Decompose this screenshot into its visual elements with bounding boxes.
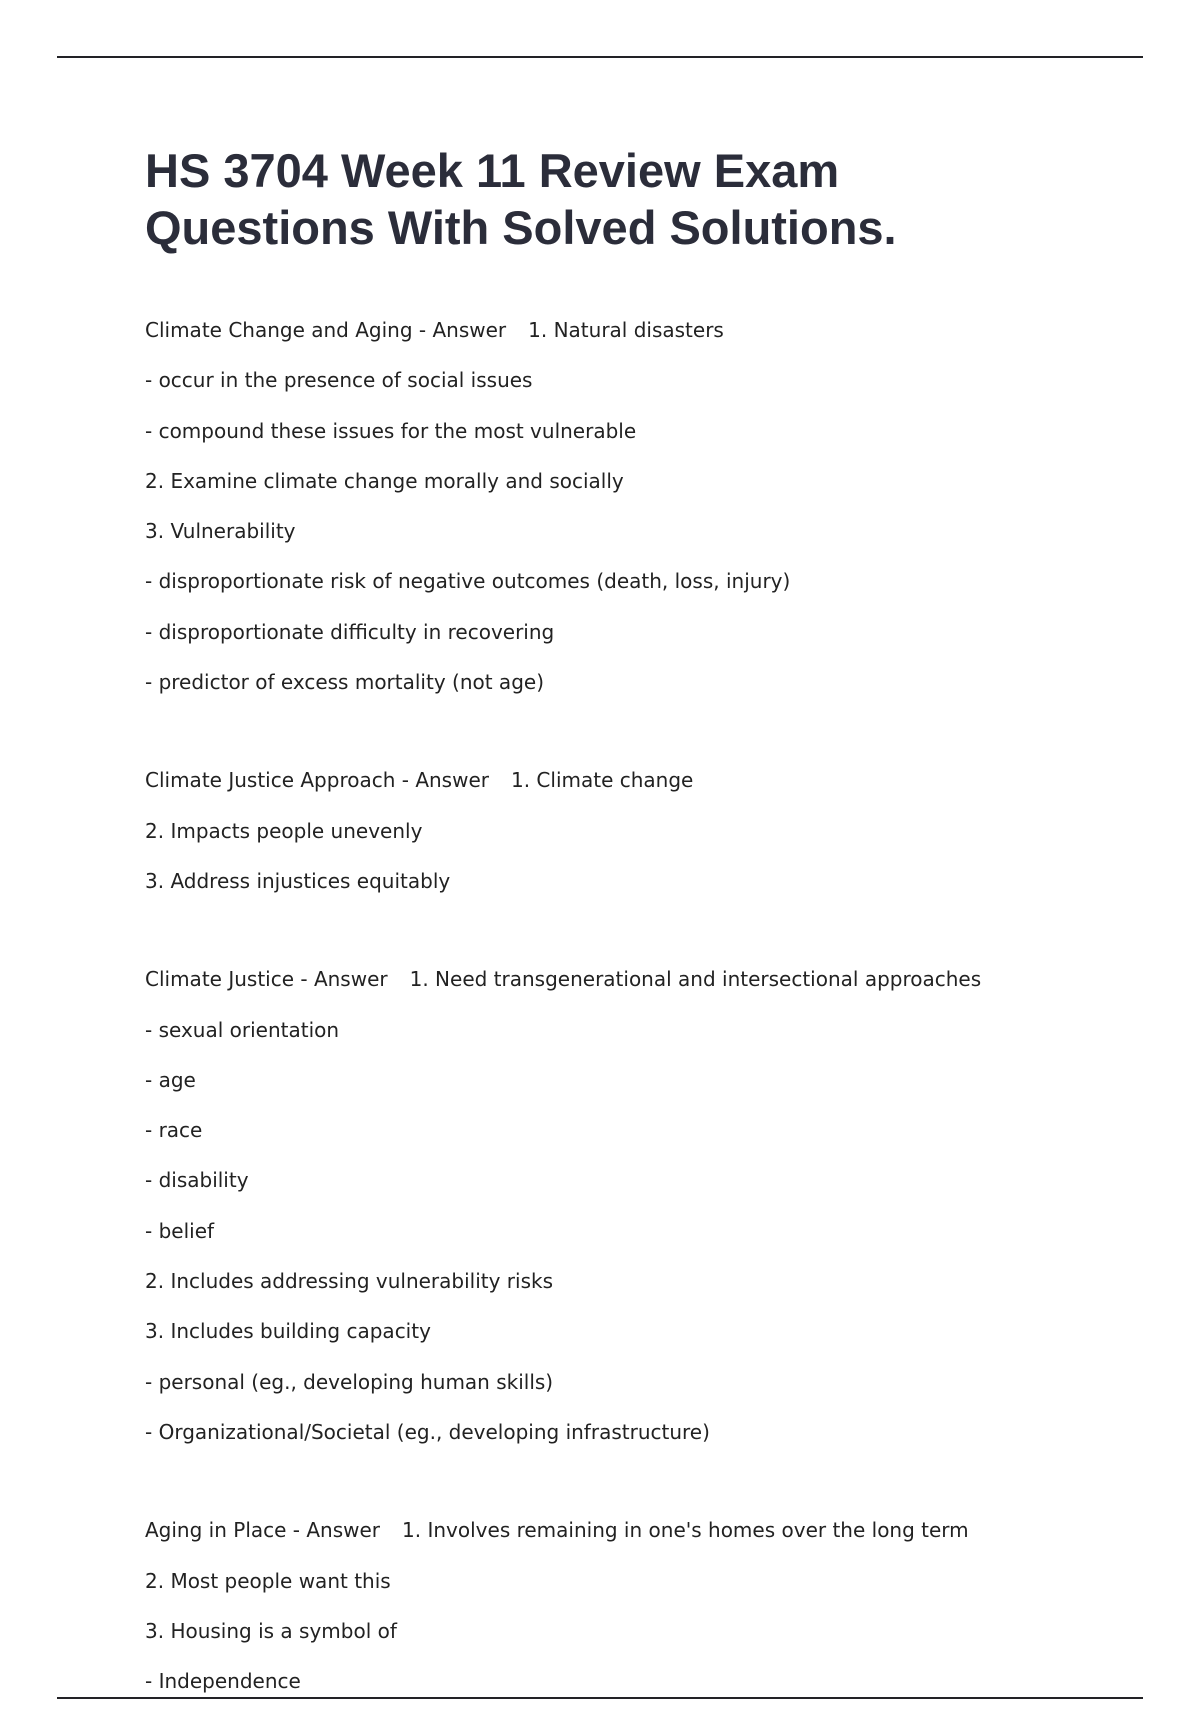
answer-line: - disability <box>145 1168 249 1193</box>
section-gap <box>145 1470 1105 1518</box>
qa-answer: 1. Need transgenerational and intersectional approaches <box>409 967 982 992</box>
answer-line: - sexual orientation <box>145 1017 340 1042</box>
answer-line: 3. Address injustices equitably <box>145 868 451 893</box>
qa-answer: 1. Climate change <box>510 768 694 793</box>
qa-term: Aging in Place - Answer <box>145 1518 381 1543</box>
qa-term: Climate Justice Approach - Answer <box>145 768 489 793</box>
answer-line: - belief <box>145 1218 215 1243</box>
answer-line: - predictor of excess mortality (not age) <box>145 670 544 695</box>
qa-term-line <box>145 967 1105 1017</box>
title-line-2: Questions With Solved Solutions. <box>145 201 897 254</box>
answer-line: 2. Examine climate change morally and socially <box>145 468 624 493</box>
qa-term: Climate Change and Aging - Answer <box>145 318 507 342</box>
qa-answer: 1. Involves remaining in one's homes over the long term <box>402 1518 969 1543</box>
section-gap <box>145 720 1105 768</box>
qa-term-line <box>145 768 1105 818</box>
answer-line: - Organizational/Societal (eg., developing infrastructure) <box>145 1419 710 1444</box>
title-line-1: HS 3704 Week 11 Review Exam <box>145 144 840 197</box>
answer-line: 2. Includes addressing vulnerability risks <box>145 1269 554 1294</box>
answer-line: 2. Most people want this <box>145 1568 391 1593</box>
answer-line: - disproportionate risk of negative outcomes (death, loss, injury) <box>145 569 791 594</box>
qa-answer: 1. Natural disasters <box>528 318 724 342</box>
answer-line: - age <box>145 1067 196 1092</box>
qa-term: Climate Justice - Answer <box>145 967 388 992</box>
answer-line: 3. Includes building capacity <box>145 1319 431 1344</box>
bottom-rule <box>57 1697 1143 1699</box>
answer-line: - Independence <box>145 1669 301 1694</box>
answer-line: 3. Vulnerability <box>145 519 296 544</box>
answer-line: - occur in the presence of social issues <box>145 368 533 393</box>
section-gap <box>145 919 1105 967</box>
answer-line: - disproportionate difficulty in recovering <box>145 619 555 644</box>
document-page <box>145 142 1105 1719</box>
document-body <box>145 318 1105 1719</box>
answer-line: - personal (eg., developing human skills) <box>145 1369 554 1394</box>
answer-line: - compound these issues for the most vulnerable <box>145 418 637 443</box>
qa-term-line <box>145 318 1105 368</box>
answer-line: 2. Impacts people unevenly <box>145 818 423 843</box>
answer-line: 3. Housing is a symbol of <box>145 1618 397 1643</box>
document-title <box>145 142 1105 256</box>
answer-line: - race <box>145 1118 203 1143</box>
top-rule <box>57 56 1143 58</box>
qa-term-line <box>145 1518 1105 1568</box>
